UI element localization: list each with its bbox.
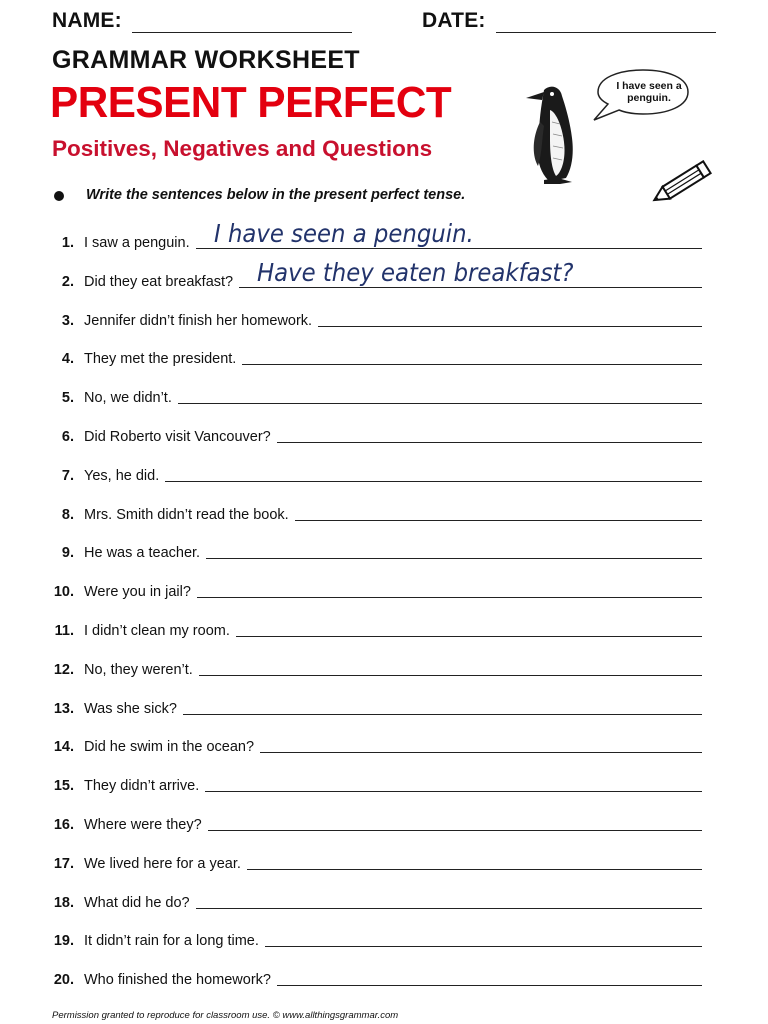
exercise-row bbox=[0, 815, 768, 839]
pencil-icon bbox=[646, 160, 718, 208]
answer-line[interactable] bbox=[183, 714, 702, 715]
exercise-prompt: Yes, he did. bbox=[84, 467, 160, 484]
footer-text: Permission granted to reproduce for classroom use. © www.allthingsgrammar.com bbox=[52, 1010, 399, 1021]
answer-line[interactable] bbox=[277, 985, 702, 986]
exercise-number: 16. bbox=[53, 817, 74, 833]
exercise-row bbox=[0, 931, 768, 955]
exercise-prompt: Did they eat breakfast? bbox=[84, 273, 234, 290]
answer-line[interactable] bbox=[247, 869, 702, 870]
answer-line[interactable] bbox=[318, 326, 702, 327]
exercise-row bbox=[0, 427, 768, 451]
handwritten-answer: Have they eaten breakfast? bbox=[257, 257, 574, 287]
answer-line[interactable] bbox=[199, 675, 702, 676]
exercise-prompt: It didn’t rain for a long time. bbox=[84, 933, 259, 950]
exercise-row bbox=[0, 776, 768, 800]
exercise-number: 12. bbox=[53, 661, 74, 678]
answer-line[interactable] bbox=[236, 636, 702, 637]
exercise-number: 7. bbox=[61, 467, 74, 484]
answer-line[interactable] bbox=[260, 752, 702, 753]
exercise-prompt: They didn’t arrive. bbox=[84, 778, 200, 795]
page-subtitle: Positives, Negatives and Questions bbox=[52, 136, 433, 161]
exercise-prompt: Did he swim in the ocean? bbox=[84, 739, 255, 756]
exercise-prompt: No, they weren’t. bbox=[84, 661, 193, 678]
exercise-row bbox=[0, 349, 768, 373]
exercise-prompt: He was a teacher. bbox=[84, 545, 201, 562]
exercise-number: 5. bbox=[61, 390, 74, 407]
penguin-illustration bbox=[520, 82, 586, 188]
exercise-number: 2. bbox=[61, 273, 74, 290]
answer-line[interactable] bbox=[196, 908, 702, 909]
answer-line[interactable] bbox=[277, 442, 702, 443]
exercise-prompt: Did Roberto visit Vancouver? bbox=[84, 429, 271, 445]
exercise-row bbox=[0, 970, 768, 994]
name-label: NAME: bbox=[52, 9, 122, 32]
answer-line[interactable] bbox=[197, 597, 702, 598]
exercise-number: 4. bbox=[61, 351, 74, 368]
exercise-row bbox=[0, 737, 768, 761]
date-field[interactable] bbox=[496, 32, 716, 33]
exercise-row bbox=[0, 543, 768, 567]
speech-bubble-text: I have seen a penguin. bbox=[616, 80, 682, 104]
exercise-prompt: Jennifer didn’t finish her homework. bbox=[84, 312, 313, 329]
exercise-number: 20. bbox=[53, 972, 74, 989]
exercise-number: 6. bbox=[61, 429, 74, 445]
exercise-row bbox=[0, 505, 768, 529]
answer-line[interactable] bbox=[165, 481, 702, 482]
exercise-number: 1. bbox=[61, 235, 74, 251]
exercise-number: 18. bbox=[53, 894, 74, 911]
answer-line[interactable] bbox=[205, 791, 702, 792]
exercise-row bbox=[0, 893, 768, 917]
exercise-number: 10. bbox=[53, 584, 74, 601]
page-title: PRESENT PERFECT bbox=[50, 78, 452, 127]
worksheet-title: GRAMMAR WORKSHEET bbox=[52, 46, 360, 74]
exercise-row bbox=[0, 660, 768, 684]
name-field[interactable] bbox=[132, 32, 352, 33]
exercise-prompt: What did he do? bbox=[84, 894, 190, 911]
answer-line[interactable] bbox=[242, 364, 702, 365]
answer-line[interactable] bbox=[208, 830, 702, 831]
exercise-prompt: Who finished the homework? bbox=[84, 972, 271, 989]
exercise-number: 14. bbox=[53, 739, 74, 756]
answer-line[interactable] bbox=[206, 558, 702, 559]
exercise-row bbox=[0, 854, 768, 878]
exercise-number: 8. bbox=[61, 506, 74, 523]
exercise-prompt: No, we didn’t. bbox=[84, 390, 172, 407]
exercise-number: 9. bbox=[61, 545, 74, 562]
exercise-prompt: Were you in jail? bbox=[84, 584, 191, 601]
exercise-number: 3. bbox=[61, 312, 74, 329]
exercise-prompt: We lived here for a year. bbox=[84, 855, 241, 872]
exercise-prompt: Where were they? bbox=[84, 817, 202, 833]
handwritten-answer: I have seen a penguin. bbox=[214, 219, 474, 248]
date-label: DATE: bbox=[422, 9, 486, 32]
exercise-row bbox=[0, 219, 768, 257]
exercise-row bbox=[0, 582, 768, 606]
exercise-prompt: I didn’t clean my room. bbox=[84, 623, 230, 639]
exercise-prompt: Was she sick? bbox=[84, 700, 177, 717]
instruction-text: Write the sentences below in the present perfect tense. bbox=[86, 187, 466, 203]
answer-line[interactable] bbox=[178, 403, 702, 404]
exercise-number: 19. bbox=[53, 933, 74, 950]
exercise-number: 15. bbox=[53, 778, 74, 795]
exercise-row bbox=[0, 311, 768, 335]
answer-line[interactable] bbox=[295, 520, 702, 521]
exercise-prompt: Mrs. Smith didn’t read the book. bbox=[84, 506, 289, 523]
exercise-number: 13. bbox=[53, 700, 74, 717]
exercise-row bbox=[0, 466, 768, 490]
bullet-icon bbox=[54, 191, 64, 201]
exercise-number: 11. bbox=[54, 623, 74, 639]
exercise-row bbox=[0, 699, 768, 723]
exercise-number: 17. bbox=[53, 855, 74, 872]
exercise-prompt: I saw a penguin. bbox=[84, 235, 190, 251]
answer-line[interactable] bbox=[265, 946, 702, 947]
exercise-prompt: They met the president. bbox=[84, 351, 237, 368]
exercise-row bbox=[0, 621, 768, 645]
exercise-row bbox=[0, 257, 768, 296]
exercise-row bbox=[0, 388, 768, 412]
